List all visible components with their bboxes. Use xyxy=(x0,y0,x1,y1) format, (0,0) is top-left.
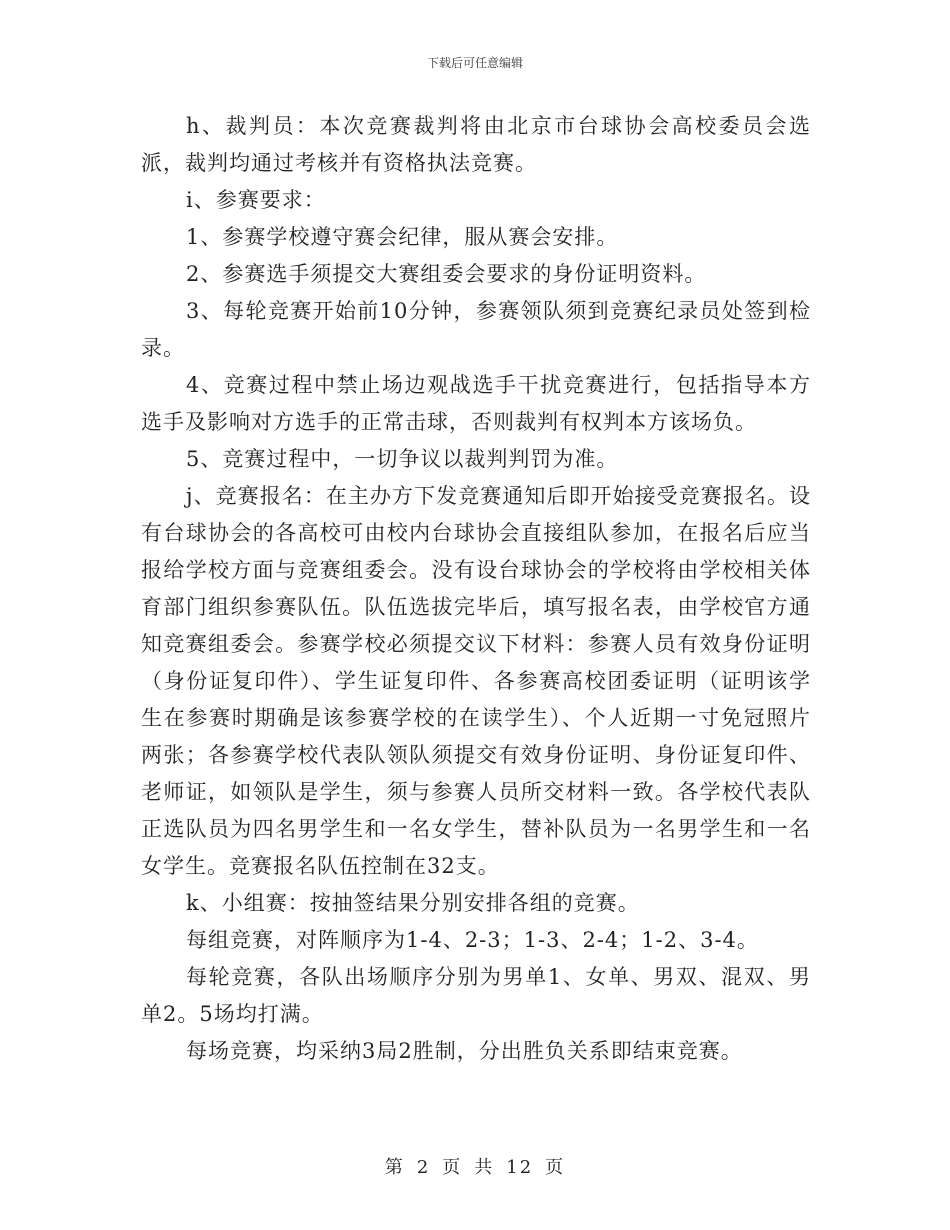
paragraph-match-order: 每组竞赛，对阵顺序为1-4、2-3；1-3、2-4；1-2、3-4。 xyxy=(186,928,759,952)
paragraph-group-stage: k、小组赛：按抽签结果分别安排各组的竞赛。 xyxy=(186,891,640,915)
total-page-number: 12 xyxy=(506,1157,534,1178)
paragraph-round-order: 每轮竞赛，各队出场顺序分别为男单1、女单、男双、混双、男单2。5场均打满。 xyxy=(141,965,811,1026)
paragraph-registration: j、竞赛报名：在主办方下发竞赛通知后即开始接受竞赛报名。设有台球协会的各高校可由校内台球协会直接组队参加，在报名后应当报给学校方面与竞赛组委会。没有设台球协会的学校将由学校相关体育部门组织参赛队伍。队伍选拔完毕后，填写报名表，由学校官方通知竞赛组委会。参赛学校必须提交议下材料：参赛人员有效身份证明（身份证复印件）、学生证复印件、各参赛高校团委证明（证明该学生在参赛时期确是该参赛学校的在读学生）、个人近期一寸免冠照片两张；各参赛学校代表队领队须提交有效身份证明、身份证复印件、老师证，如领队是学生，须与参赛人员所交材料一致。各学校代表队正选队员为四名男学生和一名女学生，替补队员为一名男学生和一名女学生。竞赛报名队伍控制在32支。 xyxy=(141,484,811,878)
footer-label-total: 共 xyxy=(474,1157,495,1178)
paragraph-requirements-heading: i、参赛要求： xyxy=(186,188,326,212)
paragraph-requirement-5: 5、竞赛过程中，一切争议以裁判判罚为准。 xyxy=(186,447,619,471)
footer-label-unit: 页 xyxy=(442,1157,463,1178)
paragraph-match-format: 每场竞赛，均采纳3局2胜制，分出胜负关系即结束竞赛。 xyxy=(186,1039,743,1063)
paragraph-requirement-2: 2、参赛选手须提交大赛组委会要求的身份证明资料。 xyxy=(186,262,707,286)
current-page-number: 2 xyxy=(416,1157,431,1178)
paragraph-requirement-1: 1、参赛学校遵守赛会纪律，服从赛会安排。 xyxy=(186,225,619,249)
footer-label-unit-2: 页 xyxy=(545,1157,566,1178)
page-footer xyxy=(0,1153,950,1179)
paragraph-requirement-4: 4、竞赛过程中禁止场边观战选手干扰竞赛进行，包括指导本方选手及影响对方选手的正常击球，否则裁判有权判本方该场负。 xyxy=(141,373,811,434)
document-body xyxy=(141,108,811,1070)
footer-label-page: 第 xyxy=(384,1157,405,1178)
page-header: 下载后可任意编辑 xyxy=(426,56,523,70)
paragraph-referees: h、裁判员：本次竞赛裁判将由北京市台球协会高校委员会选派，裁判均通过考核并有资格执法竞赛。 xyxy=(141,114,811,175)
paragraph-requirement-3: 3、每轮竞赛开始前10分钟，参赛领队须到竞赛纪录员处签到检录。 xyxy=(141,299,811,360)
